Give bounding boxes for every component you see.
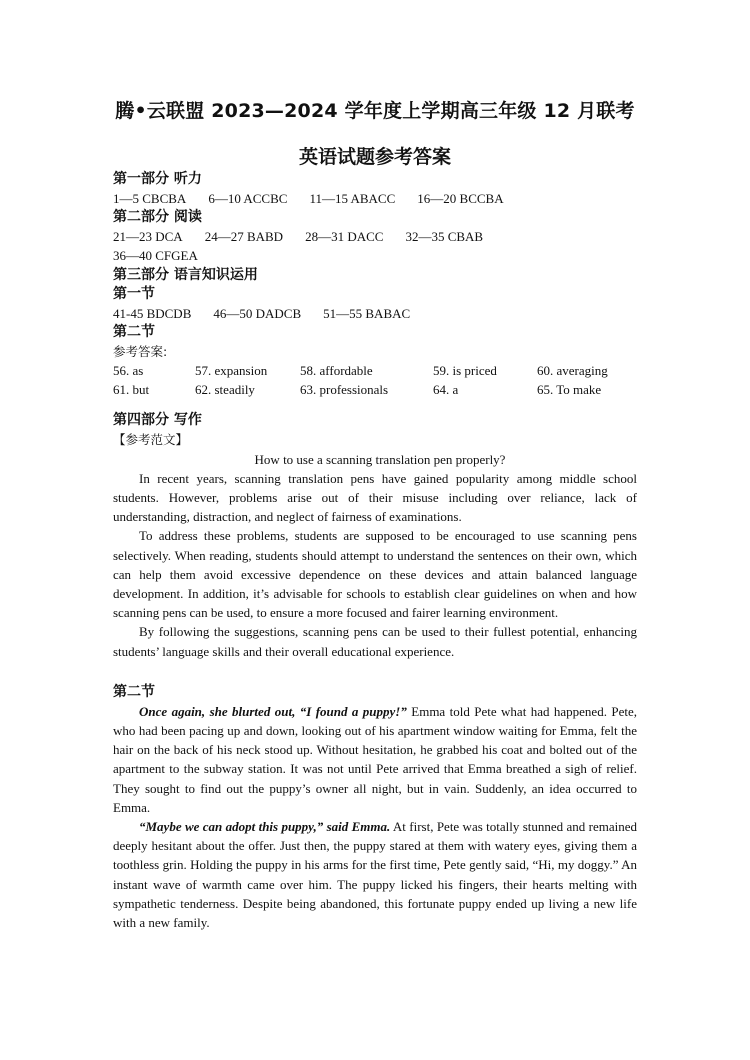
part2-answers-row2: 36—40 CFGEA [113,248,198,264]
story-paragraph [113,702,637,817]
part3-section1-heading: 第一节 [113,285,155,302]
answer-group: 28—31 DACC [305,229,384,245]
grid-answer: 65. To make [537,382,602,398]
part2-heading: 第二部分 阅读 [113,209,202,226]
story-lead-sentence: Once again, she blurted out, “I found a puppy!” [139,703,407,719]
grid-answer: 56. as [113,363,144,379]
grid-answer: 57. expansion [195,363,268,379]
grid-answer: 58. affordable [300,363,373,379]
reference-answer-label: 参考答案: [113,343,168,359]
grid-answer: 60. averaging [537,363,608,379]
answer-group: 41-45 BDCDB [113,305,192,321]
grid-answer: 64. a [433,382,459,398]
spacer [113,661,637,673]
part4-heading: 第四部分 写作 [113,412,202,429]
part3-heading: 第三部分 语言知识运用 [113,266,258,283]
essay-paragraph: By following the suggestions, scanning pens can be used to their fullest potential, enhancing students’ language skills and their overall educational experience. [113,624,637,659]
answer-group: 1—5 CBCBA [113,191,187,206]
spacer [113,673,637,683]
spacer [113,399,637,411]
answer-group: 24—27 BABD [204,229,284,245]
part2-answers-row1 [113,227,637,246]
story-text: Emma told Pete what had happened. Pete, who had been pacing up and down, looking out of his apartment window waiting for Emma, felt the hair on the back of his neck stood up. Without hesitation, he grabbed his coat and bolted out of the apartment to the subway station. It was not until Pete arrived that Emma breathed a sigh of relief. They sought to find out the puppy’s owner all night, but in vain. Suddenly, an idea occurred to Emma. [113,703,637,815]
answer-content [113,170,637,932]
answer-group: 6—10 ACCBC [208,191,288,206]
grid-answer: 62. steadily [195,382,255,398]
part1-heading: 第一部分 听力 [113,171,202,187]
part1-answers [113,189,637,208]
answer-group: 11—15 ABACC [309,191,396,206]
part4-section2-heading: 第二节 [113,683,155,700]
essay-title: How to use a scanning translation pen properly? [254,451,506,467]
grid-answer: 59. is priced [433,363,497,379]
answer-group: 46—50 DADCB [213,305,302,321]
answer-group: 21—23 DCA [113,229,183,245]
story-text: At first, Pete was totally stunned and remained deeply hesitant about the offer. Just then, the puppy stared at them with watery eyes, giving them a toothless grin. Holding the puppy in his arms for the first time, Pete gently said, “Hi, my doggy.” An instant wave of warmth came over him. The puppy licked his fingers, their hearts melting with sympathetic tenderness. Despite being abandoned, this fortunate puppy ended up living a new life with a new family. [113,819,637,931]
part3-section1-answers [113,304,637,323]
story-paragraph [113,817,637,932]
answer-group: 16—20 BCCBA [417,191,504,206]
essay-paragraph: To address these problems, students are supposed to be encouraged to use scanning pens selectively. When reading, students should attempt to understand the sentences on their own, which can help them avoid excessive dependence on these devices and attain balanced language development. In addition, it’s advisable for schools to establish clear guidelines on when and how scanning pens can be used, to ensure a more focused and fairer learning environment. [113,528,637,621]
essay-paragraph: In recent years, scanning translation pens have gained popularity among middle school students. However, problems arise out of their misuse including over reliance, lack of understanding, distraction, and neglect of fairness of examinations. [113,470,637,525]
part3-section2-answers [113,361,637,399]
page-title: 腾•云联盟 2023—2024 学年度上学期高三年级 12 月联考 [115,100,635,122]
part3-section2-heading: 第二节 [113,323,155,340]
model-essay-label: 【参考范文】 [113,432,189,448]
grid-answer: 63. professionals [300,382,389,398]
story-lead-sentence: “Maybe we can adopt this puppy,” said Emma. [139,819,391,835]
page-subtitle: 英语试题参考答案 [298,146,451,168]
answer-group: 32—35 CBAB [405,229,484,245]
grid-answer: 61. but [113,382,150,398]
answer-group: 51—55 BABAC [323,305,411,321]
